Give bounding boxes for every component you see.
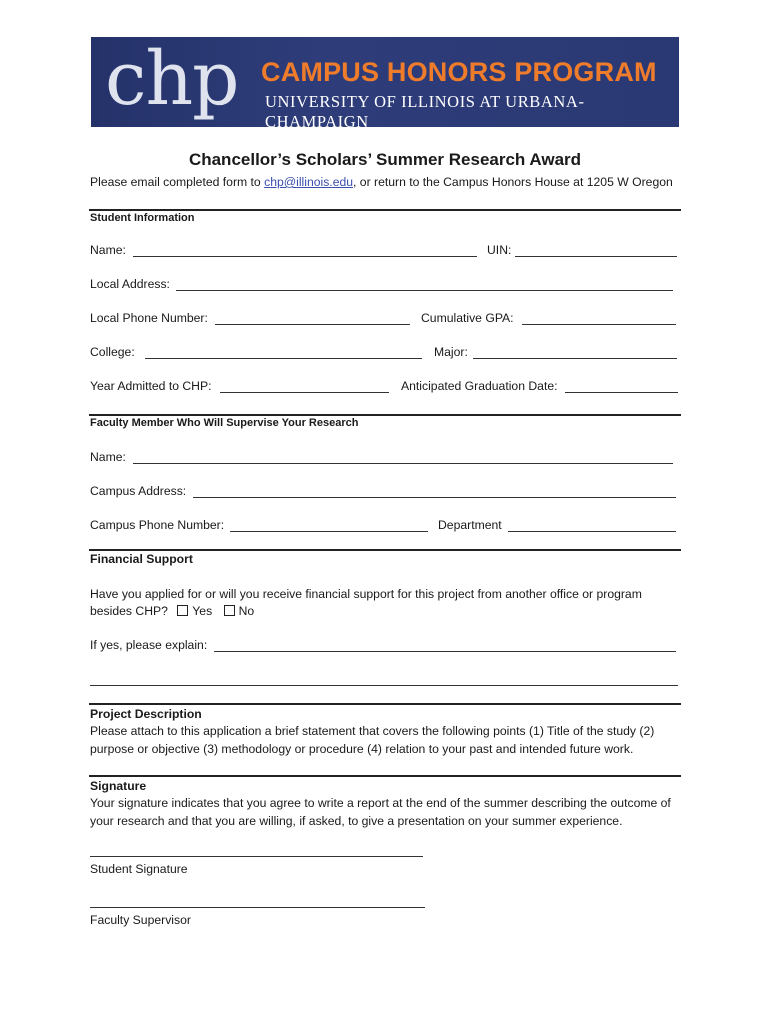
- department-label: Department: [438, 518, 502, 532]
- explain-label: If yes, please explain:: [90, 638, 208, 652]
- faculty-signature-label: Faculty Supervisor: [90, 913, 191, 927]
- student-name-label: Name:: [90, 243, 126, 257]
- faculty-name-field[interactable]: [133, 463, 673, 464]
- local-phone-field[interactable]: [215, 324, 410, 325]
- campus-address-field[interactable]: [193, 497, 676, 498]
- program-name: CAMPUS HONORS PROGRAM: [261, 57, 657, 87]
- financial-question-line1: Have you applied for or will you receive financial support for this project from another office or program: [90, 587, 642, 601]
- financial-question-line2: [90, 603, 254, 619]
- no-label: No: [238, 604, 255, 618]
- email-link[interactable]: chp@illinois.edu: [264, 175, 354, 189]
- signature-heading: Signature: [90, 779, 147, 793]
- section-divider: [89, 775, 681, 777]
- section-divider: [89, 703, 681, 705]
- student-signature-label: Student Signature: [90, 862, 188, 876]
- grad-date-label: Anticipated Graduation Date:: [401, 379, 558, 393]
- program-banner: [91, 37, 679, 127]
- grad-date-field[interactable]: [565, 392, 678, 393]
- gpa-field[interactable]: [522, 324, 676, 325]
- student-signature-field[interactable]: [90, 856, 423, 857]
- campus-address-label: Campus Address:: [90, 484, 187, 498]
- form-title: Chancellor’s Scholars’ Summer Research Award: [188, 150, 582, 169]
- project-text: Please attach to this application a brief statement that covers the following points (1) Title of the study (2) purpose or objective (3) methodology or procedure (4) relation to your past and intended future work.: [90, 724, 655, 756]
- faculty-heading: Faculty Member Who Will Supervise Your Research: [90, 417, 359, 429]
- explain-field-line2[interactable]: [90, 685, 678, 686]
- section-divider: [89, 549, 681, 551]
- instructions-suffix: , or return to the Campus Honors House at 1205 W Oregon: [353, 175, 673, 189]
- faculty-name-label: Name:: [90, 450, 126, 464]
- year-admitted-field[interactable]: [220, 392, 389, 393]
- major-label: Major:: [434, 345, 468, 359]
- no-checkbox[interactable]: [224, 605, 235, 616]
- yes-label: Yes: [192, 604, 213, 618]
- project-heading: Project Description: [90, 707, 202, 721]
- uin-field[interactable]: [515, 256, 677, 257]
- gpa-label: Cumulative GPA:: [421, 311, 514, 325]
- yes-checkbox[interactable]: [177, 605, 188, 616]
- college-field[interactable]: [145, 358, 422, 359]
- year-admitted-label: Year Admitted to CHP:: [90, 379, 212, 393]
- local-address-field[interactable]: [176, 290, 673, 291]
- local-phone-label: Local Phone Number:: [90, 311, 208, 325]
- major-field[interactable]: [473, 358, 677, 359]
- department-field[interactable]: [508, 531, 676, 532]
- student-name-field[interactable]: [133, 256, 477, 257]
- uin-label: UIN:: [487, 243, 512, 257]
- financial-heading: Financial Support: [90, 552, 193, 566]
- university-name: UNIVERSITY OF ILLINOIS AT URBANA-CHAMPAIGN: [265, 92, 585, 127]
- chp-logo: chp: [105, 37, 239, 122]
- instructions: [90, 174, 673, 190]
- college-label: College:: [90, 345, 135, 359]
- campus-phone-label: Campus Phone Number:: [90, 518, 225, 532]
- student-info-heading: Student Information: [90, 212, 195, 224]
- local-address-label: Local Address:: [90, 277, 170, 291]
- campus-phone-field[interactable]: [230, 531, 428, 532]
- financial-question-text: besides CHP?: [90, 604, 168, 618]
- signature-text: Your signature indicates that you agree to write a report at the end of the summer describing the outcome of your research and that you are willing, if asked, to give a presentation on your summer experience.: [90, 796, 671, 828]
- explain-field[interactable]: [214, 651, 676, 652]
- faculty-signature-field[interactable]: [90, 907, 425, 908]
- instructions-prefix: Please email completed form to: [90, 175, 265, 189]
